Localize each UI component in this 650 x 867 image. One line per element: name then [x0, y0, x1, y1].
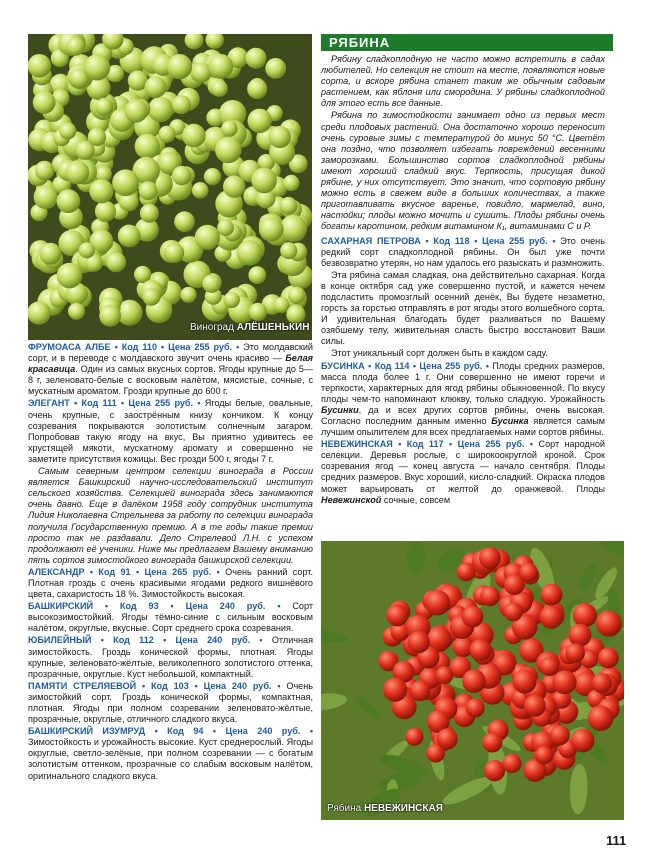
variety-name: БАШКИРСКИЙ: [28, 601, 94, 612]
variety-code: Код 117: [406, 439, 444, 450]
variety-sakharnaya-petrova: САХАРНАЯ ПЕТРОВА • Код 118 • Цена 255 руб. • Это очень редкий сорт сладкоплодной рябины. Он был уже почти безвозвратно утерян, но нам удалось его разыскать и размножить.: [321, 235, 605, 268]
variety-price: Цена 240 руб.: [185, 601, 266, 612]
rowan-paragraph-1: Эта рябина самая сладкая, она действительно сахарная. Когда в конце октября сад уже совершенно пустой, и кажется нечем подсластить промозглый осенний денёк, Вы будете незаметно, горсть за горстью отправлять в рот ягоды этого волшебного сорта. И удивительная благодать будет разливаться по Вашему озябшему телу, живительная сласть быстро восстановит Ваши силы.: [321, 269, 605, 347]
variety-code: Код 111: [81, 398, 117, 409]
variety-name: АЛЕКСАНДР: [28, 566, 85, 577]
rowan-intro-1: Рябину сладкоплодную не часто можно встретить в садах любителей. Но селекция не стоит на месте, появляются новые сорта, и вскоре рябина станет таким же обычным садовым растением, как яблоня или смородина. У рябины сладкоплодной для этого есть все данные.: [321, 54, 605, 109]
variety-code: Код 118: [433, 235, 470, 246]
variety-code: Код 94: [167, 726, 204, 737]
variety-aleksandr: АЛЕКСАНДР • Код 91 • Цена 265 руб. • Очень ранний сорт. Плотная гроздь с очень красивыми ягодами редкого вишнёвого цвета, сахаристость 18 %. Зимостойкость высокая.: [28, 566, 313, 600]
variety-elegant: ЭЛЕГАНТ • Код 111 • Цена 255 руб. • Ягоды белые, овальные, очень крупные, с заострённым книзу кончиком. К концу созревания покрываются золотистым солнечным загаром. Попробовав такую ягоду на вкус, Вы приятно удивитесь ее хрустящей мякоти, мускатному аромату и совершенно не заметите присутствия кожицы. Вес грозди 500 г, ягоды 7 г.: [28, 398, 313, 464]
right-column: [321, 54, 605, 507]
variety-name: НЕВЕЖИНСКАЯ: [321, 439, 393, 450]
section-banner: РЯБИНА: [321, 34, 613, 51]
variety-frumoasa: ФРУМОАСА АЛБЕ • Код 110 • Цена 255 руб. • Это молдавский сорт, и в переводе с молдавского звучит очень красиво — Белая красавица. Один из самых вкусных сортов. Ягоды крупные до 5—8 г, зеленовато-белые с восковым налётом, мясистые, сочные, с мускатным ароматом. Грозди крупные до 600 г.: [28, 342, 313, 397]
rowan-photo: [321, 541, 624, 820]
variety-businka: БУСИНКА • Код 114 • Цена 255 руб. • Плоды средних размеров, масса плода более 1 г. Они совершенно не имеют горечи и терпкости, характерных для ягод рябины обыкновенной. По вкусу плоды чем-то напоминают клюкву, только сладкую. Урожайность Бусинки, да и всех других сортов рябины, очень высокая. Согласно последним данным именно Бусинка является самым лучшим опылителем для всех предлагаемых нами сортов рябины.: [321, 360, 605, 438]
variety-bashkirsky-izumrud: БАШКИРСКИЙ ИЗУМРУД • Код 94 • Цена 240 руб. • Зимостойкость и урожайность высокие. Куст среднерослый. Ягоды округлые, светло-зелёные, при полном созревании — с богатым золотистым оттенком, прозрачные со слабым восковым налётом, оригинального сладкого вкуса.: [28, 726, 314, 781]
variety-price: Цена 255 руб.: [128, 398, 194, 409]
variety-name: БУСИНКА: [321, 360, 365, 371]
bashkir-intro: Самым северным центром селекции винограда в России является Башкирский научно-исследовательский институт сельского хозяйства. Селекцией винограда здесь занимаются очень давно. Еще в далёком 1958 году сотрудник института Лидия Николаевна Стрельнева за работу по селекции винограда получила Государственную премию. А в те годы такие премии просто так не раздавали. Дело Стрелевой Л.Н. с успехом продолжают её ученики. Ниже мы предлагаем Вашему вниманию пять сортов зимостойкого винограда башкирской селекции.: [28, 466, 313, 565]
variety-bashkirsky: БАШКИРСКИЙ • Код 93 • Цена 240 руб. • Сорт высокозимостойкий. Ягоды тёмно-синие с сильным восковым налётом, округлые, вкусные. Сорт среднего срока созревания.: [28, 601, 314, 634]
variety-code: Код 112: [113, 635, 154, 646]
variety-name: ЭЛЕГАНТ: [28, 398, 70, 409]
variety-code: Код 114: [374, 360, 410, 371]
variety-code: Код 93: [119, 601, 159, 612]
variety-code: Код 110: [121, 342, 158, 352]
rowan-photo-caption: Рябина НЕВЕЖИНСКАЯ: [327, 803, 443, 814]
variety-price: Цена 240 руб.: [175, 635, 251, 646]
variety-price: Цена 240 руб.: [203, 680, 272, 691]
variety-nevezhinskaya: НЕВЕЖИНСКАЯ • Код 117 • Цена 255 руб. • Сорт народной селекции. Деревья рослые, с широкоокруглой кроной. Срок созревания ягод — конец августа — начало сентября. Плоды средних размеров. Вкус хороший, кисло-сладкий. Окраска плодов может варьировать от желтой до оранжевой. Плоды Невежинской сочные, совсем: [321, 439, 605, 505]
variety-price: Цена 265 руб.: [144, 566, 212, 577]
rowan-paragraph-2: Этот уникальный сорт должен быть в каждом саду.: [331, 348, 548, 359]
variety-name: ФРУМОАСА АЛБЕ: [28, 342, 111, 352]
variety-name: БАШКИРСКИЙ ИЗУМРУД: [28, 726, 146, 737]
variety-pamyati-strelyaevoy: ПАМЯТИ СТРЕЛЯЕВОЙ • Код 103 • Цена 240 руб. • Очень зимостойкий сорт. Гроздь конической формы, компактная, плотная. Ягоды при полном созревании зеленовато-жёлтые, прозрачные, округлые, отличного сладкого вкуса.: [28, 680, 314, 725]
variety-name: ПАМЯТИ СТРЕЛЯЕВОЙ: [28, 680, 137, 691]
variety-price: Цена 255 руб.: [168, 342, 233, 352]
page-number: 111: [606, 833, 627, 848]
variety-code: Код 91: [98, 566, 131, 577]
variety-name: САХАРНАЯ ПЕТРОВА: [321, 235, 421, 246]
variety-name: ЮБИЛЕЙНЫЙ: [28, 635, 92, 646]
variety-price: Цена 255 руб.: [419, 360, 483, 371]
left-column: [28, 342, 313, 783]
grapes-photo: [28, 34, 312, 340]
grapes-photo-caption: Виноград АЛЁШЕНЬКИН: [190, 322, 310, 333]
variety-code: Код 103: [150, 680, 189, 691]
variety-price: Цена 240 руб.: [225, 726, 301, 737]
variety-price: Цена 255 руб.: [457, 439, 525, 450]
variety-price: Цена 255 руб.: [482, 235, 548, 246]
rowan-intro-2: Рябина по зимостойкости занимает одно из первых мест среди плодовых растений. Она достаточно хорошо переносит очень суровые зимы с температурой до минус 50 °С. Цветёт она поздно, что позволяет избегать повреждений весенними заморозками. Большинство сортов сладкоплодной рябины имеют хороший сладкий вкус. Терпкость, присущая дикой рябине, у них отсутствует. Это значит, что сортовую рябину можно есть в свежем виде в больших количествах, а также приготавливать вкусное варенье, повидло, мармелад, вино, настойки; плоды можно мочить и сушить. Плоды рябины очень богаты каротином, редким витамином К₁, витаминами С и Р.: [321, 110, 605, 232]
variety-yubileyny: ЮБИЛЕЙНЫЙ • Код 112 • Цена 240 руб. • Отличная зимостойкость. Гроздь конической формы, плотная. Ягоды крупные, зеленовато-жёлтые, великолепного золотистого оттенка, прозрачные, округлые. Куст небольшой, компактный.: [28, 635, 314, 679]
